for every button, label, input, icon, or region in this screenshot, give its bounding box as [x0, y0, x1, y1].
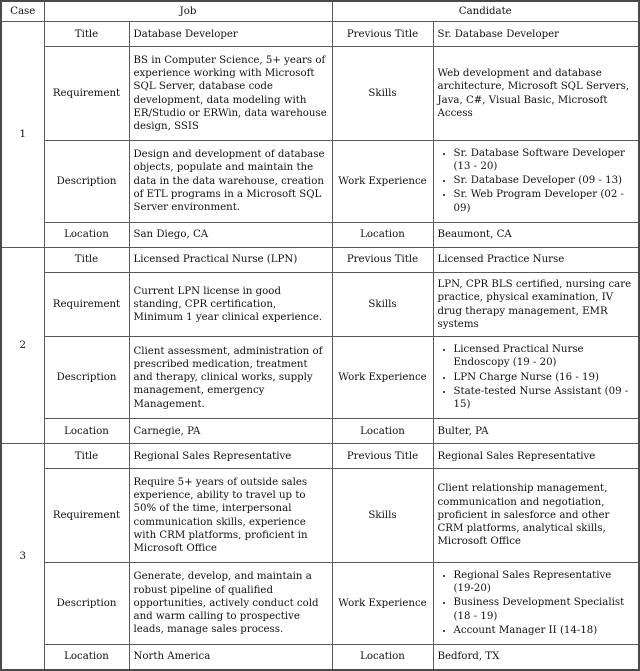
table-header-row — [1, 1, 639, 22]
label-job-title: Title — [44, 247, 129, 272]
label-job-requirement: Requirement — [44, 272, 129, 336]
job-title-value: Regional Sales Representative — [129, 444, 332, 469]
candidate-skills-value — [433, 47, 639, 141]
job-location-value: Carnegie, PA — [129, 419, 332, 444]
label-job-requirement: Requirement — [44, 47, 129, 141]
candidate-skills-value — [433, 469, 639, 563]
list-item: • State-tested Nurse Assistant (09 - 15) — [454, 385, 635, 412]
candidate-location-value: Bedford, TX — [433, 645, 639, 671]
label-previous-title: Previous Title — [332, 444, 433, 469]
candidate-work-experience-value — [433, 337, 639, 419]
label-candidate-location: Location — [332, 222, 433, 247]
candidate-location-value: Beaumont, CA — [433, 222, 639, 247]
label-skills: Skills — [332, 272, 433, 336]
list-item: • Business Development Specialist (18 - 19) — [454, 596, 635, 623]
table-row — [1, 22, 639, 47]
candidate-previous-title-value: Licensed Practice Nurse — [433, 247, 639, 272]
job-title-value: Licensed Practical Nurse (LPN) — [129, 247, 332, 272]
job-requirement-value — [129, 47, 332, 141]
case-number: 2 — [1, 247, 44, 443]
list-item: • Account Manager II (14-18) — [454, 624, 635, 637]
table-row — [1, 247, 639, 272]
case-number: 1 — [1, 22, 44, 248]
label-job-title: Title — [44, 22, 129, 47]
label-skills: Skills — [332, 47, 433, 141]
label-job-description: Description — [44, 562, 129, 644]
table-row — [1, 337, 639, 419]
job-description-value — [129, 140, 332, 222]
job-description-text: Design and development of database objects, populate and maintain the data in the data warehouse, creation of ETL programs in a Microsoft SQL Server environment. — [133, 149, 325, 214]
job-location-value: San Diego, CA — [129, 222, 332, 247]
label-previous-title: Previous Title — [332, 22, 433, 47]
label-work-experience: Work Experience — [332, 140, 433, 222]
label-previous-title: Previous Title — [332, 247, 433, 272]
table-row — [1, 469, 639, 563]
list-item: • Sr. Database Software Developer (13 - 20) — [454, 147, 635, 174]
work-experience-list — [438, 569, 635, 637]
candidate-skills-text: LPN, CPR BLS certified, nursing care practice, physical examination, IV drug therapy management, EMR systems — [437, 279, 632, 330]
work-experience-list — [438, 343, 635, 411]
label-work-experience: Work Experience — [332, 562, 433, 644]
job-requirement-text: BS in Computer Science, 5+ years of experience working with Microsoft SQL Server, database code development, data modeling with ER/Studio or ERWin, data warehouse design, SSIS — [133, 54, 327, 132]
candidate-skills-text: Web development and database architecture, Microsoft SQL Servers, Java, C#, Visual Basic, Microsoft Access — [437, 68, 630, 119]
table-row — [1, 562, 639, 644]
work-experience-list — [438, 147, 635, 215]
job-requirement-text: Require 5+ years of outside sales experience, ability to travel up to 50% of the time, interpersonal communication skills, experience with CRM platforms, proficient in Microsoft Office — [133, 476, 308, 555]
label-job-location: Location — [44, 419, 129, 444]
table-row — [1, 140, 639, 222]
case-number: 3 — [1, 444, 44, 670]
table-row — [1, 222, 639, 247]
list-item: • Sr. Database Developer (09 - 13) — [454, 174, 635, 187]
job-description-value — [129, 562, 332, 644]
label-job-location: Location — [44, 645, 129, 671]
label-job-location: Location — [44, 222, 129, 247]
label-candidate-location: Location — [332, 645, 433, 671]
candidate-previous-title-value: Regional Sales Representative — [433, 444, 639, 469]
list-item: • LPN Charge Nurse (16 - 19) — [454, 371, 635, 384]
list-item: • Sr. Web Program Developer (02 - 09) — [454, 188, 635, 215]
job-description-text: Client assessment, administration of prescribed medication, treatment and therapy, clinical works, supply management, emergency Management. — [133, 345, 323, 410]
candidate-work-experience-value — [433, 562, 639, 644]
table-row — [1, 272, 639, 336]
label-job-requirement: Requirement — [44, 469, 129, 563]
label-work-experience: Work Experience — [332, 337, 433, 419]
table-row — [1, 47, 639, 141]
job-title-value: Database Developer — [129, 22, 332, 47]
label-job-description: Description — [44, 337, 129, 419]
job-requirement-value — [129, 469, 332, 563]
header-case: Case — [1, 1, 44, 22]
candidate-work-experience-value — [433, 140, 639, 222]
table-row — [1, 419, 639, 444]
candidate-location-value: Bulter, PA — [433, 419, 639, 444]
candidate-previous-title-value: Sr. Database Developer — [433, 22, 639, 47]
job-requirement-value — [129, 272, 332, 336]
header-candidate: Candidate — [332, 1, 639, 22]
table-row — [1, 645, 639, 671]
label-job-description: Description — [44, 140, 129, 222]
label-skills: Skills — [332, 469, 433, 563]
job-location-value: North America — [129, 645, 332, 671]
job-description-value — [129, 337, 332, 419]
list-item: • Licensed Practical Nurse Endoscopy (19 - 20) — [454, 343, 635, 370]
candidate-skills-value — [433, 272, 639, 336]
label-candidate-location: Location — [332, 419, 433, 444]
header-job: Job — [44, 1, 332, 22]
table-row — [1, 444, 639, 469]
job-description-text: Generate, develop, and maintain a robust pipeline of qualified opportunities, actively conduct cold and warm calling to prospective leads, manage sales process. — [133, 571, 319, 636]
label-job-title: Title — [44, 444, 129, 469]
job-requirement-text: Current LPN license in good standing, CPR certification, Minimum 1 year clinical experience. — [133, 285, 323, 324]
candidate-skills-text: Client relationship management, communication and negotiation, proficient in salesforce and other CRM platforms, analytical skills, Microsoft Office — [437, 483, 610, 548]
list-item: • Regional Sales Representative (19-20) — [454, 569, 635, 596]
